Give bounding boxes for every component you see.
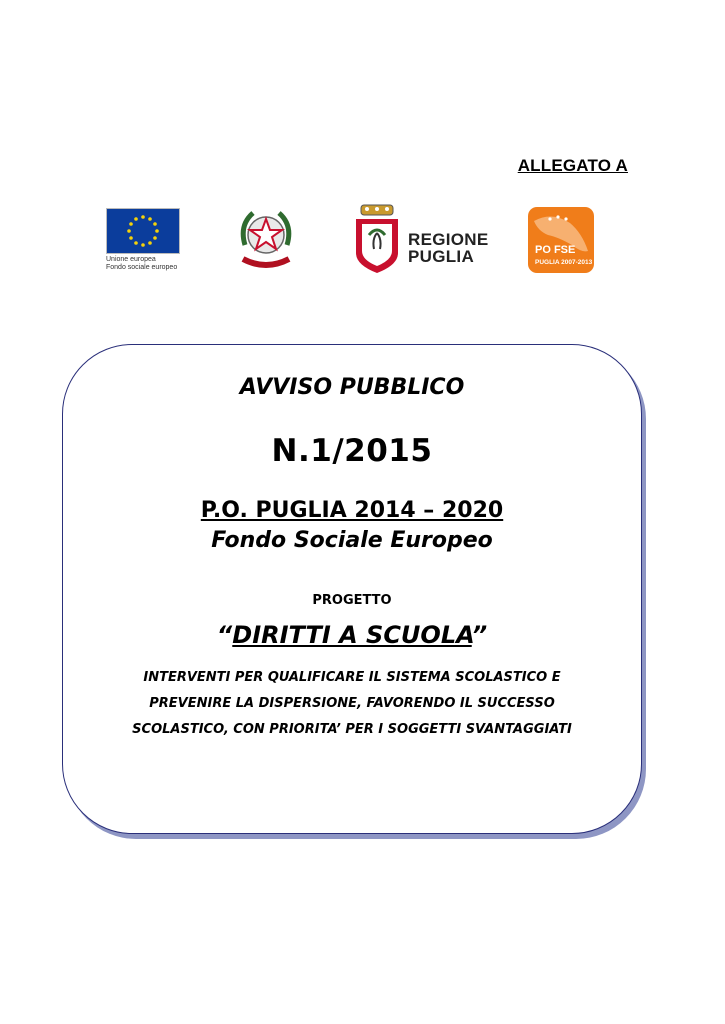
- avviso-number: N.1/2015: [271, 433, 433, 469]
- regione-puglia-text: REGIONE PUGLIA: [408, 230, 489, 266]
- project-description: INTERVENTI PER QUALIFICARE IL SISTEMA SCOLASTICO E PREVENIRE LA DISPERSIONE, FAVORENDO IL SUCCESSO SCOLASTICO, CON PRIORITA’ PER I SOGGETTI SVANTAGGIATI: [132, 670, 572, 737]
- allegato-label: ALLEGATO A: [517, 156, 628, 175]
- eu-logo: [106, 208, 180, 272]
- fund-name: Fondo Sociale Europeo: [211, 528, 493, 553]
- title-panel: [62, 344, 642, 834]
- eu-flag-icon: [106, 208, 180, 254]
- pofse-title: PO FSE: [535, 244, 576, 256]
- puglia-crest-icon: [352, 203, 402, 275]
- project-name: “DIRITTI A SCUOLA”: [216, 621, 488, 649]
- avviso-heading: AVVISO PUBBLICO: [239, 375, 465, 400]
- programme-title: P.O. PUGLIA 2014 – 2020: [200, 498, 504, 523]
- italian-republic-emblem-icon: [237, 205, 295, 277]
- project-label: PROGETTO: [312, 593, 392, 608]
- logo-strip: [0, 195, 725, 285]
- pofse-subtitle: PUGLIA 2007-2013: [535, 259, 593, 266]
- eu-caption: Unione europea Fondo sociale europeo: [106, 256, 178, 271]
- po-fse-puglia-logo: [528, 207, 594, 273]
- regione-puglia-logo: [352, 203, 492, 275]
